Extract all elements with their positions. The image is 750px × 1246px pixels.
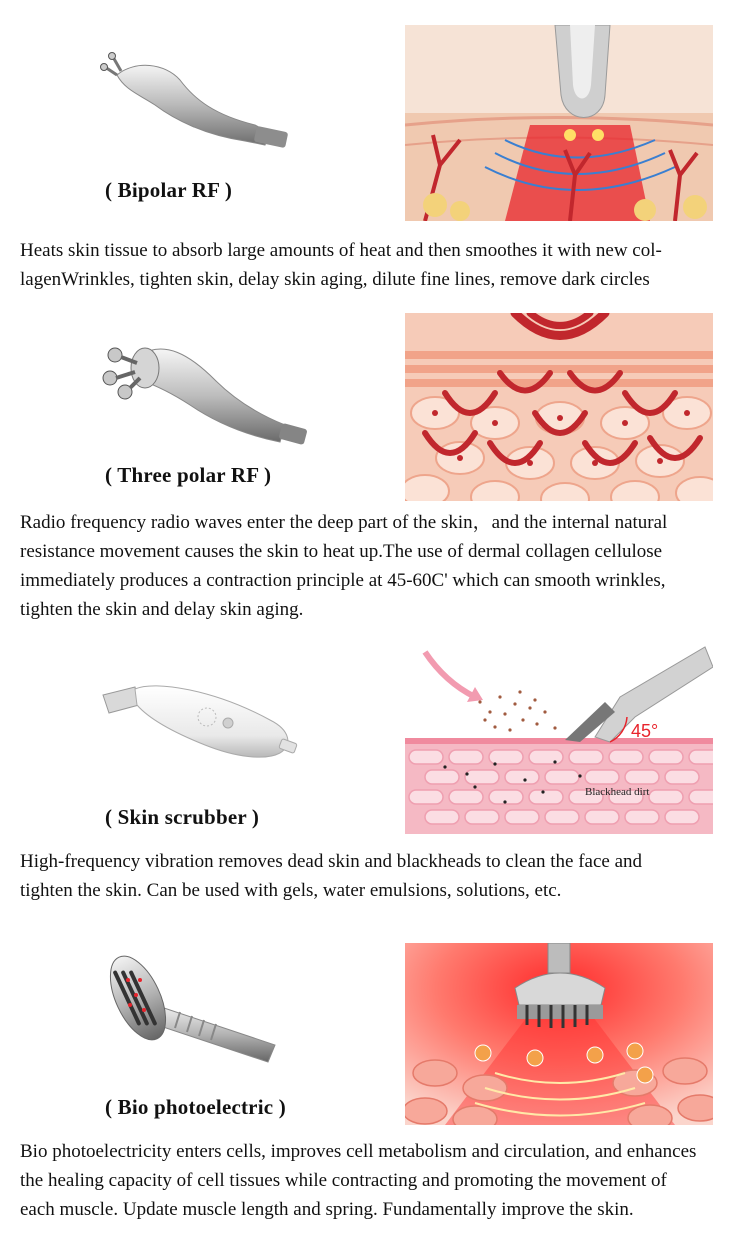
caption-three-polar-rf: ( Three polar RF ) [105,463,272,487]
description-line: lagenWrinkles, tighten skin, delay skin aging, dilute fine lines, remove dark circles [20,269,650,290]
description-line: each muscle. Update muscle length and spring. Fundamentally improve the skin. [20,1199,634,1220]
angle-label: 45° [631,721,659,741]
description-line: immediately produces a contraction principle at 45-60C' which can smooth wrinkles, [20,570,666,591]
description-line: tighten the skin. Can be used with gels, water emulsions, solutions, etc. [20,880,562,901]
description-skin-scrubber [20,847,736,905]
caption-bipolar-rf: ( Bipolar RF ) [105,178,233,202]
bio-photoelectric-device-image [100,950,290,1070]
section-bipolar-rf [0,0,750,300]
caption-bio-photoelectric: ( Bio photoelectric ) [105,1095,286,1119]
bio-photoelectric-illustration [405,943,713,1125]
description-line: Heats skin tissue to absorb large amounts of heat and then smoothes it with new col- [20,240,662,261]
section-bio-photoelectric [0,930,750,1246]
description-three-polar-rf [20,508,736,624]
skin-scrubber-illustration [405,642,713,834]
section-skin-scrubber [0,630,750,930]
description-bio-photoelectric [20,1137,736,1224]
three-polar-rf-device-image [95,330,310,450]
three-polar-rf-illustration [405,313,713,501]
description-line: resistance movement causes the skin to heat up.The use of dermal collagen cellulose [20,541,663,562]
description-line: High-frequency vibration removes dead skin and blackheads to clean the face and [20,851,642,872]
description-line: the healing capacity of cell tissues while contracting and promoting the movement of [20,1170,667,1191]
description-line: Bio photoelectricity enters cells, improves cell metabolism and circulation, and enhances [20,1141,697,1162]
bipolar-rf-device-image [95,45,300,165]
description-line: tighten the skin and delay skin aging. [20,599,304,620]
skin-scrubber-device-image [95,675,305,775]
blackhead-dirt-label: Blackhead dirt [585,786,650,798]
description-line: Radio frequency radio waves enter the deep part of the skin，and the internal natural [20,512,668,533]
description-bipolar-rf [20,236,736,294]
bipolar-rf-illustration [405,25,713,221]
caption-skin-scrubber: ( Skin scrubber ) [105,805,260,829]
section-three-polar-rf [0,300,750,630]
